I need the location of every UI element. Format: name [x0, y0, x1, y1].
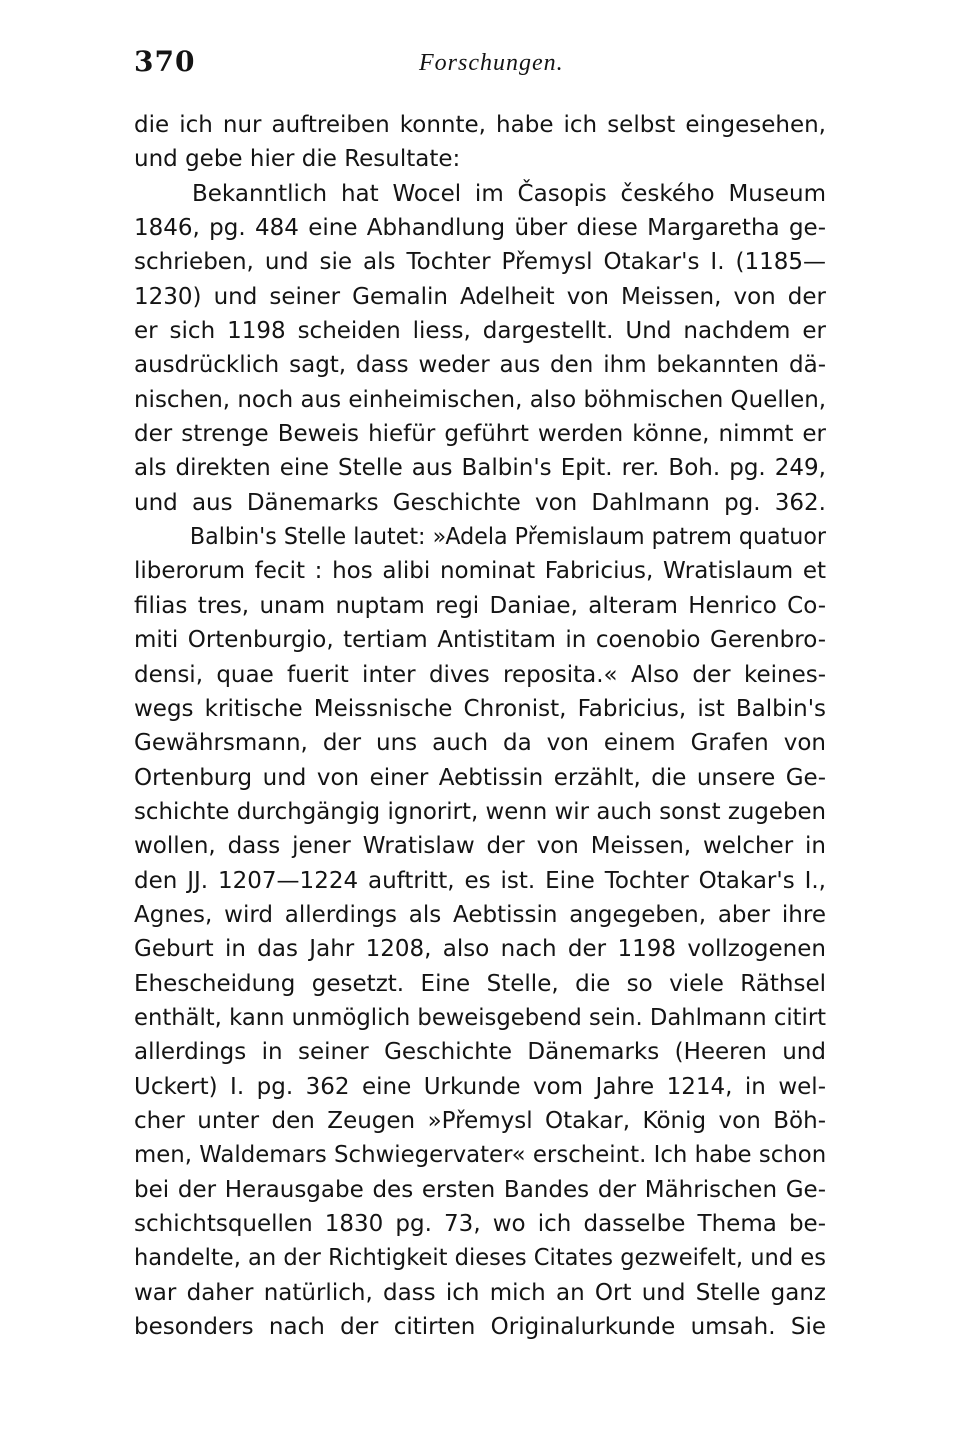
- text-line: men, Waldemars Schwiegervater« erscheint. Ich habe schon: [134, 1142, 827, 1169]
- text-line: cher unter den Zeugen »Přemysl Otakar, König von Böh-: [134, 1107, 826, 1134]
- text-line: war daher natürlich, dass ich mich an Ort und Stelle ganz: [134, 1279, 826, 1306]
- text-line: enthält, kann unmöglich beweisgebend sein. Dahlmann citirt: [134, 1004, 827, 1031]
- text-line: Geburt in das Jahr 1208, also nach der 1198 vollzogenen: [134, 936, 826, 963]
- text-line: 1846, pg. 484 eine Abhandlung über diese Margaretha ge-: [134, 215, 826, 242]
- text-line: handelte, an der Richtigkeit dieses Citates gezweifelt, und es: [134, 1245, 827, 1272]
- text-line: Gewährsmann, der uns auch da von einem Grafen von: [134, 730, 826, 757]
- running-title: Forschungen.: [419, 50, 564, 76]
- text-line: besonders nach der citirten Originalurkunde umsah. Sie: [134, 1314, 826, 1341]
- text-line: liberorum fecit : hos alibi nominat Fabricius, Wratislaum et: [134, 558, 826, 585]
- text-line: Bekanntlich hat Wocel im Časopis českého Museum: [192, 180, 826, 207]
- text-line: die ich nur auftreiben konnte, habe ich selbst eingesehen,: [134, 112, 826, 138]
- text-line: er sich 1198 scheiden liess, dargestellt. Und nachdem er: [134, 318, 826, 345]
- text-line: Uckert) I. pg. 362 eine Urkunde vom Jahre 1214, in wel-: [134, 1073, 826, 1100]
- text-line: und gebe hier die Resultate:: [134, 146, 461, 173]
- text-line: nischen, noch aus einheimischen, also böhmischen Quellen,: [134, 386, 827, 413]
- text-line: bei der Herausgabe des ersten Bandes der Mährischen Ge-: [134, 1176, 826, 1203]
- text-line: wollen, dass jener Wratislaw der von Meissen, welcher in: [134, 833, 826, 860]
- text-line: und aus Dänemarks Geschichte von Dahlmann pg. 362.: [134, 489, 826, 516]
- text-line: 1230) und seiner Gemalin Adelheit von Meissen, von der: [134, 283, 826, 310]
- text-line: wegs kritische Meissnische Chronist, Fabricius, ist Balbin's: [134, 695, 826, 722]
- text-line: als direkten eine Stelle aus Balbin's Epit. rer. Boh. pg. 249,: [134, 455, 826, 482]
- text-line: allerdings in seiner Geschichte Dänemarks (Heeren und: [134, 1039, 826, 1066]
- page-number: 370: [134, 45, 196, 78]
- text-line: schichtsquellen 1830 pg. 73, wo ich dasselbe Thema be-: [134, 1211, 826, 1237]
- text-line: Ortenburg und von einer Aebtissin erzählt, die unsere Ge-: [134, 764, 826, 791]
- text-line: densi, quae fuerit inter dives reposita.« Also der keines-: [134, 661, 826, 688]
- body-text: [134, 108, 826, 1344]
- page-header: [134, 44, 826, 80]
- text-line: ausdrücklich sagt, dass weder aus den ihm bekannten dä-: [134, 352, 826, 379]
- text-line: filias tres, unam nuptam regi Daniae, alteram Henrico Co-: [134, 592, 826, 619]
- text-line: den JJ. 1207—1224 auftritt, es ist. Eine Tochter Otakar's I.,: [134, 867, 826, 894]
- text-line: Balbin's Stelle lautet: »Adela Přemislaum patrem quatuor: [189, 524, 827, 551]
- text-line: miti Ortenburgio, tertiam Antistitam in coenobio Gerenbro-: [134, 627, 826, 654]
- text-line: schichte durchgängig ignorirt, wenn wir auch sonst zugeben: [134, 798, 827, 825]
- text-line: Ehescheidung gesetzt. Eine Stelle, die so viele Räthsel: [134, 970, 826, 997]
- text-line: Agnes, wird allerdings als Aebtissin angegeben, aber ihre: [134, 901, 826, 928]
- text-line: der strenge Beweis hiefür geführt werden könne, nimmt er: [134, 421, 826, 448]
- text-line: schrieben, und sie als Tochter Přemysl Otakar's I. (1185—: [134, 249, 826, 276]
